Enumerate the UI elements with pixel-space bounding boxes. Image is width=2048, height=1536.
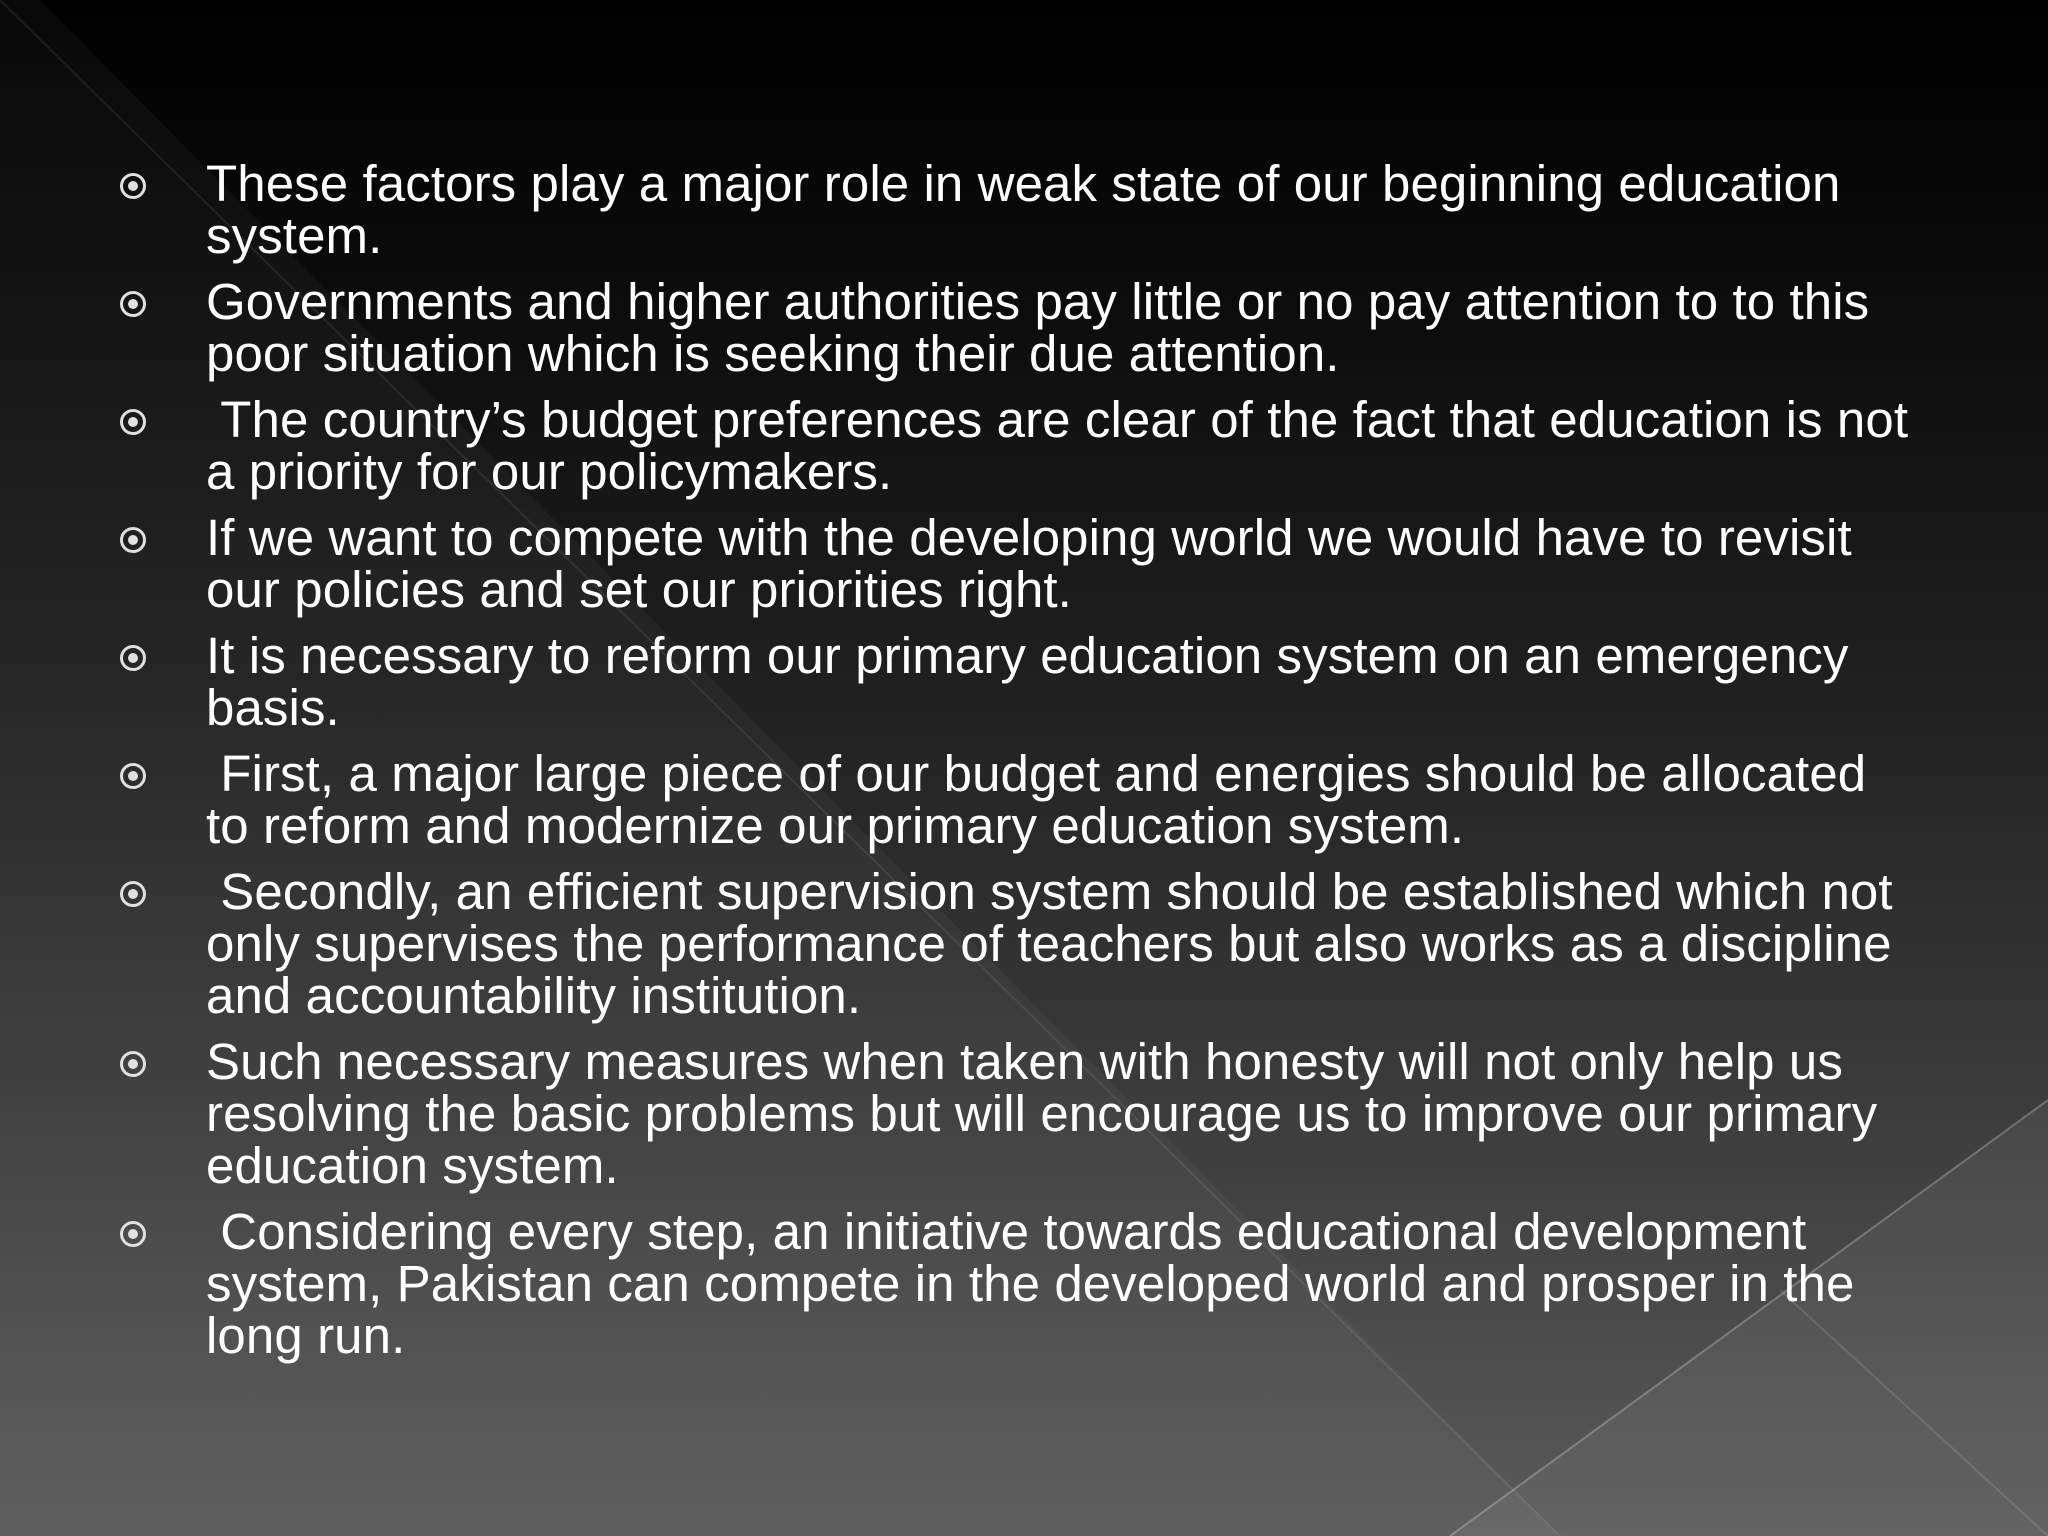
- circled-dot-icon: [120, 1221, 146, 1247]
- circled-dot-icon: [120, 881, 146, 907]
- bullet-text: Such necessary measures when taken with honesty will not only help us resolving the basic problems but will encourage us to improve our primary education system.: [206, 1033, 1892, 1194]
- bullet-text: The country’s budget preferences are clear of the fact that education is not a priority for our policymakers.: [206, 391, 1923, 500]
- circled-dot-icon: [120, 645, 146, 671]
- bullet-list: [120, 155, 1923, 1376]
- bullet-text: These factors play a major role in weak state of our beginning education system.: [206, 155, 1855, 264]
- circled-dot-icon: [120, 409, 146, 435]
- bullet-item-8: [120, 1033, 1920, 1194]
- circled-dot-icon: [120, 527, 146, 553]
- bullet-item-5: [120, 627, 1920, 736]
- circled-dot-icon: [120, 763, 146, 789]
- bullet-text: Governments and higher authorities pay little or no pay attention to to this poor situation which is seeking their due attention.: [206, 273, 1884, 382]
- bullet-item-9: [120, 1203, 1920, 1364]
- bullet-item-2: [120, 273, 1920, 382]
- bullet-item-4: [120, 509, 1920, 618]
- circled-dot-icon: [120, 1051, 146, 1077]
- bullet-item-1: [120, 155, 1920, 264]
- bullet-text: If we want to compete with the developing world we would have to revisit our policies and set our priorities right.: [206, 509, 1867, 618]
- circled-dot-icon: [120, 173, 146, 199]
- bullet-text: Secondly, an efficient supervision system should be established which not only supervises the performance of teachers but also works as a discipline and accountability institution.: [206, 863, 1907, 1024]
- bullet-text: First, a major large piece of our budget and energies should be allocated to reform and modernize our primary education system.: [206, 745, 1881, 854]
- bullet-item-7: [120, 863, 1920, 1024]
- bullet-text: Considering every step, an initiative towards educational development system, Pakistan can compete in the developed world and prosper in the long run.: [206, 1203, 1869, 1364]
- bullet-text: It is necessary to reform our primary education system on an emergency basis.: [206, 627, 1863, 736]
- circled-dot-icon: [120, 291, 146, 317]
- bullet-item-6: [120, 745, 1920, 854]
- bullet-item-3: [120, 391, 1923, 500]
